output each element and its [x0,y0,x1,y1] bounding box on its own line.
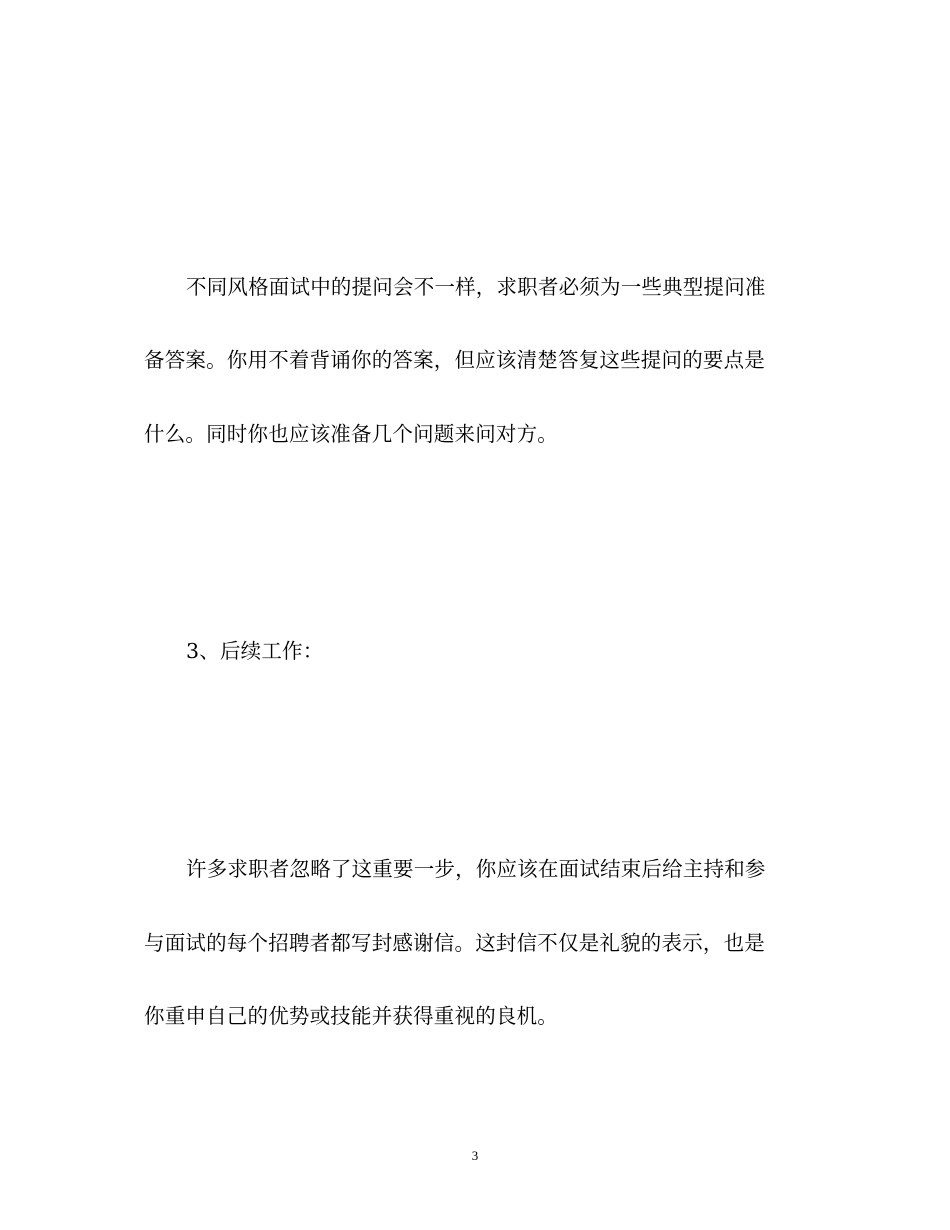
paragraph-2-line-2: 与面试的每个招聘者都写封感谢信。这封信不仅是礼貌的表示，也是 [144,931,765,955]
paragraph-1-line-3: 什么。同时你也应该准备几个问题来问对方。 [144,422,558,446]
paragraph-2-line-3: 你重申自己的优势或技能并获得重视的良机。 [144,1004,558,1028]
paragraph-1-line-1: 不同风格面试中的提问会不一样，求职者必须为一些典型提问准 [186,275,766,299]
page-number: 3 [471,1148,479,1163]
paragraph-2-line-1: 许多求职者忽略了这重要一步，你应该在面试结束后给主持和参 [186,857,766,881]
paragraph-1-line-2: 备答案。你用不着背诵你的答案，但应该清楚答复这些提问的要点是 [144,348,765,372]
section-heading: 3、后续工作： [186,639,324,663]
